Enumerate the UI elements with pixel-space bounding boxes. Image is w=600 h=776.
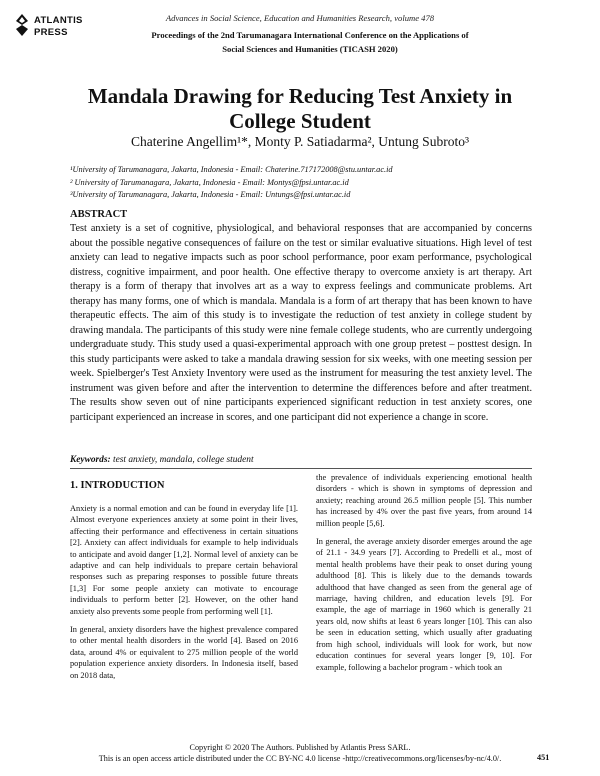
paragraph: Anxiety is a normal emotion and can be found in everyday life [1]. Almost everyone experiences anxiety at some point in their lives, affecting their performance and effectiveness in certain situations [2]. Anxiety can affect individuals for example to help individuals to anticipate and avoid danger [1,2]. Normal level of anxiety can be adaptive and can help individuals to prepare certain behavioral responses such as preparing responses to possible future threats [1,3] For some people anxiety can motivate to encourage individuals to perform better [2]. However, on the other hand anxiety also prevents some people from performing well [1]. xyxy=(70,504,298,616)
footer-copyright: Copyright © 2020 The Authors. Published by Atlantis Press SARL. xyxy=(189,743,411,752)
affiliations xyxy=(70,164,393,202)
paper-title-line-2: College Student xyxy=(229,109,371,133)
introduction-heading: 1. INTRODUCTION xyxy=(70,480,165,491)
affiliation-3: ³University of Tarumanagara, Jakarta, Indonesia - Email: Untungs@fpsi.untar.ac.id xyxy=(70,190,351,199)
keywords xyxy=(70,455,254,465)
paragraph: In general, anxiety disorders have the highest prevalence compared to other mental health disorders in the world [4]. Based on 2016 data, around 4% or equivalent to 275 million people of the world population experience anxiety disorders. In Indonesia itself, based on 2018 data, xyxy=(70,625,298,680)
paper-title xyxy=(60,84,540,134)
keywords-list: test anxiety, mandala, college student xyxy=(110,455,254,465)
keywords-label: Keywords: xyxy=(70,455,111,465)
body-column-left xyxy=(70,503,298,688)
page-number: 451 xyxy=(537,753,550,762)
body-column-right xyxy=(316,472,532,680)
logo-text-atlantis: ATLANTIS xyxy=(34,15,83,26)
authors: Chaterine Angellim¹*, Monty P. Satiadarma², Untung Subroto³ xyxy=(131,134,469,149)
proceedings-line-1: Proceedings of the 2nd Tarumanagara International Conference on the Applications of xyxy=(151,30,469,40)
proceedings-line-2: Social Sciences and Humanities (TICASH 2020) xyxy=(222,44,398,54)
paragraph: the prevalence of individuals experiencing emotional health disorders - which is shown in symptoms of depression and anxiety; reaching around 26.5 million people [5]. This number has increased by 4% over the past five years, from around 14 million people [5,6]. xyxy=(316,473,532,528)
abstract-heading: ABSTRACT xyxy=(70,209,128,220)
footer-license: This is an open access article distributed under the CC BY-NC 4.0 license -http://creativecommons.org/licenses/by-nc/4.0/. xyxy=(98,753,502,763)
logo-text-press: PRESS xyxy=(34,27,68,38)
affiliation-1: ¹University of Tarumanagara, Jakarta, Indonesia - Email: Chaterine.717172008@stu.untar.ac.id xyxy=(70,165,393,174)
series-title: Advances in Social Science, Education and Humanities Research, volume 478 xyxy=(165,13,435,23)
proceedings-title xyxy=(100,28,520,56)
paragraph: In general, the average anxiety disorder emerges around the age of 21.1 - 34.9 years [7]. According to Predelli et al., most of mental health problems have their peak to onset during young adulthood [8]. This is likely due to the demands towards adulthood that have changed as seen from the general age of marriage, having children, and education levels [9]. For example, the age of marriage in 1960 which is generally 21 years old, now shifts at least 6 years longer [10]. This can also be seen in education setting, which usually after graduating from high school, individuals will look for work, but now education continues for several years longer [9, 10]. For example, following a bachelor program - which took an xyxy=(316,537,532,672)
section-divider xyxy=(70,468,532,469)
abstract-text: Test anxiety is a set of cognitive, physiological, and behavioral responses that are accompanied by concerns about the possible negative consequences of failure on the test or similar evaluative situations. High level of test anxiety can lead to negative impacts such as poor school performance, poor exam performance, psychological distress, cognitive impairment, and poor health. One effective therapy to overcome anxiety is art therapy. Art therapy is a form of therapy that involves art as a way to express feelings and communicate problems. Art therapy has many forms, one of which is mandala. Mandala is a form of art therapy that has been known to have therapeutic effects. The aim of this study is to investigate the reduction of test anxiety in college student by drawing mandala. The participants of this study were nine female college students, who are currently undergoing undergraduate study. This study used a quasi-experimental approach with one group pretest – posttest design. In this study participants were asked to take a mandala drawing session for six weeks, with one meeting session per week. Spielberger's Test Anxiety Inventory were used as the instrument for measuring the test anxiety level. The instrument was given before and after the intervention to determine the differences before and after treatment. The results show seven out of nine participants experienced significant reduction in test anxiety scores, one participant experienced an increase in scores, and one participant did not experience a change in score. xyxy=(70,223,532,423)
affiliation-2: ² University of Tarumanagara, Jakarta, Indonesia - Email: Montys@fpsi.untar.ac.id xyxy=(70,177,349,187)
paper-title-line-1: Mandala Drawing for Reducing Test Anxiety in xyxy=(87,84,513,108)
footer xyxy=(0,743,600,764)
